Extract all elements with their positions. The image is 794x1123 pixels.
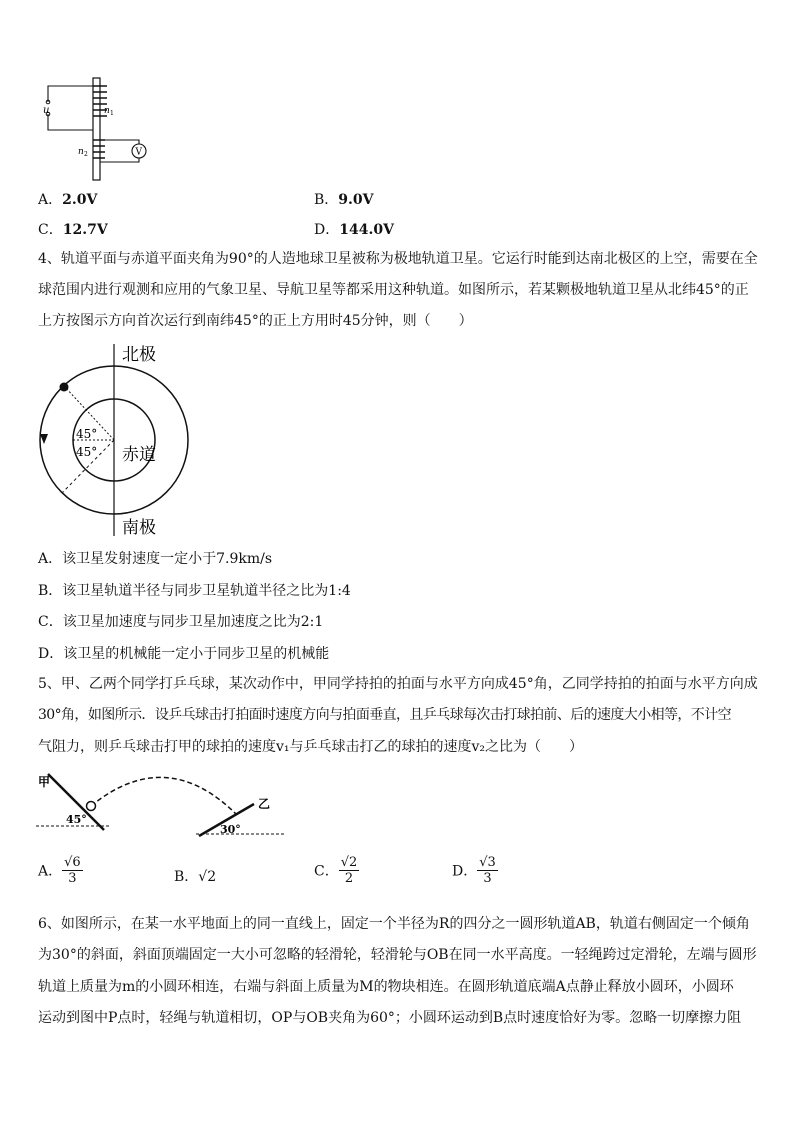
fraction (339, 855, 360, 886)
denominator: 2 (344, 871, 354, 886)
q4-option-c[interactable]: C．该卫星加速度与同步卫星加速度之比为2:1 (38, 614, 324, 630)
option-letter: A． (38, 863, 63, 880)
q3-option-c[interactable] (38, 219, 108, 239)
q5-option-a[interactable] (38, 855, 83, 886)
option-value: 9.0V (338, 192, 374, 208)
numerator: √3 (479, 855, 496, 870)
q4-option-b[interactable]: B．该卫星轨道半径与同步卫星轨道半径之比为1:4 (38, 583, 351, 599)
q5-option-c[interactable] (314, 855, 359, 886)
n1-label: n (104, 106, 110, 116)
voltmeter-label: V (135, 147, 142, 158)
q6-stem-line-2: 为30°的斜面，斜面顶端固定一大小可忽略的轻滑轮，轻滑轮与OB在同一水平高度。一轻绳跨过定滑轮，左端与圆形 (38, 947, 757, 963)
q6-stem-line-1: 6、如图所示，在某一水平地面上的同一直线上，固定一个半径为R的四分之一圆形轨道AB，轨道右侧固定一个倾角 (38, 916, 750, 932)
n1-sub: 1 (110, 110, 114, 117)
angle-45-label: 45° (66, 813, 87, 826)
q4-option-d[interactable]: D．该卫星的机械能一定小于同步卫星的机械能 (38, 646, 330, 662)
yi-label: 乙 (258, 797, 271, 811)
q4-stem-line-1: 4、轨道平面与赤道平面夹角为90°的人造地球卫星被称为极地轨道卫星。它运行时能到达南北极区的上空，需要在全 (38, 251, 758, 267)
numerator: √2 (340, 855, 358, 870)
q3-option-d[interactable] (314, 219, 394, 239)
q5-stem-line-3: 气阻力，则乒乓球击打甲的球拍的速度v₁与乒乓球击打乙的球拍的速度v₂之比为（ ） (38, 739, 584, 755)
option-letter: C． (38, 222, 63, 238)
equator-label: 赤道 (122, 445, 156, 465)
angle-30-label: 30° (220, 823, 241, 836)
q5-stem-line-2: 30°角，如图所示．设乒乓球击打拍面时速度方向与拍面垂直，且乒乓球每次击打球拍前、后的速度大小相等，不计空 (38, 707, 732, 723)
option-letter: B． (174, 869, 199, 885)
numerator: √6 (64, 855, 81, 870)
fraction (62, 855, 83, 886)
option-letter: A． (38, 192, 63, 208)
q4-option-a[interactable]: A．该卫星发射速度一定小于7.9km/s (38, 551, 273, 567)
satellite-icon (60, 383, 69, 392)
u-label: u (43, 105, 50, 116)
south-pole-label: 南极 (122, 518, 156, 538)
transformer-figure (38, 74, 158, 184)
option-letter: B． (314, 192, 339, 208)
fraction (477, 855, 498, 886)
q4-stem-line-2: 球范围内进行观测和应用的气象卫星、导航卫星等都采用这种轨道。如图所示，若某颗极地轨道卫星从北纬45°的正 (38, 282, 749, 298)
polar-orbit-figure (30, 340, 200, 540)
north-pole-label: 北极 (122, 345, 156, 365)
n2-sub: 2 (84, 151, 88, 158)
q3-option-b[interactable] (314, 189, 374, 209)
option-value: 144.0V (339, 222, 394, 238)
option-value: 2.0V (62, 192, 98, 208)
q5-stem-line-1: 5、甲、乙两个同学打乒乓球，某次动作中，甲同学持拍的拍面与水平方向成45°角，乙同学持拍的拍面与水平方向成 (38, 676, 758, 692)
q5-option-b[interactable] (174, 866, 216, 886)
option-value: √2 (198, 869, 217, 885)
option-letter: D． (452, 863, 478, 880)
q6-stem-line-3: 轨道上质量为m的小圆环相连，右端与斜面上质量为M的物块相连。在圆形轨道底端A点静止释放小圆环，小圆环 (38, 979, 734, 995)
q5-option-d[interactable] (452, 855, 498, 886)
arrow-down-icon (40, 434, 48, 444)
jia-label: 甲 (38, 775, 51, 789)
q3-option-a[interactable] (38, 189, 97, 209)
angle-45-lower: 45° (76, 445, 98, 459)
ball-icon (87, 802, 96, 811)
option-letter: D． (314, 222, 340, 238)
ping-pong-figure (36, 770, 286, 840)
denominator: 3 (483, 871, 492, 886)
denominator: 3 (68, 871, 77, 886)
option-value: 12.7V (62, 222, 108, 238)
n2-label: n (78, 147, 84, 157)
q6-stem-line-4: 运动到图中P点时，轻绳与轨道相切，OP与OB夹角为60°；小圆环运动到B点时速度恰好为零。忽略一切摩擦力阻 (38, 1010, 742, 1026)
angle-45-upper: 45° (76, 427, 98, 441)
q4-stem-line-3: 上方按图示方向首次运行到南纬45°的正上方用时45分钟，则（ ） (38, 313, 473, 329)
option-letter: C． (314, 863, 339, 880)
